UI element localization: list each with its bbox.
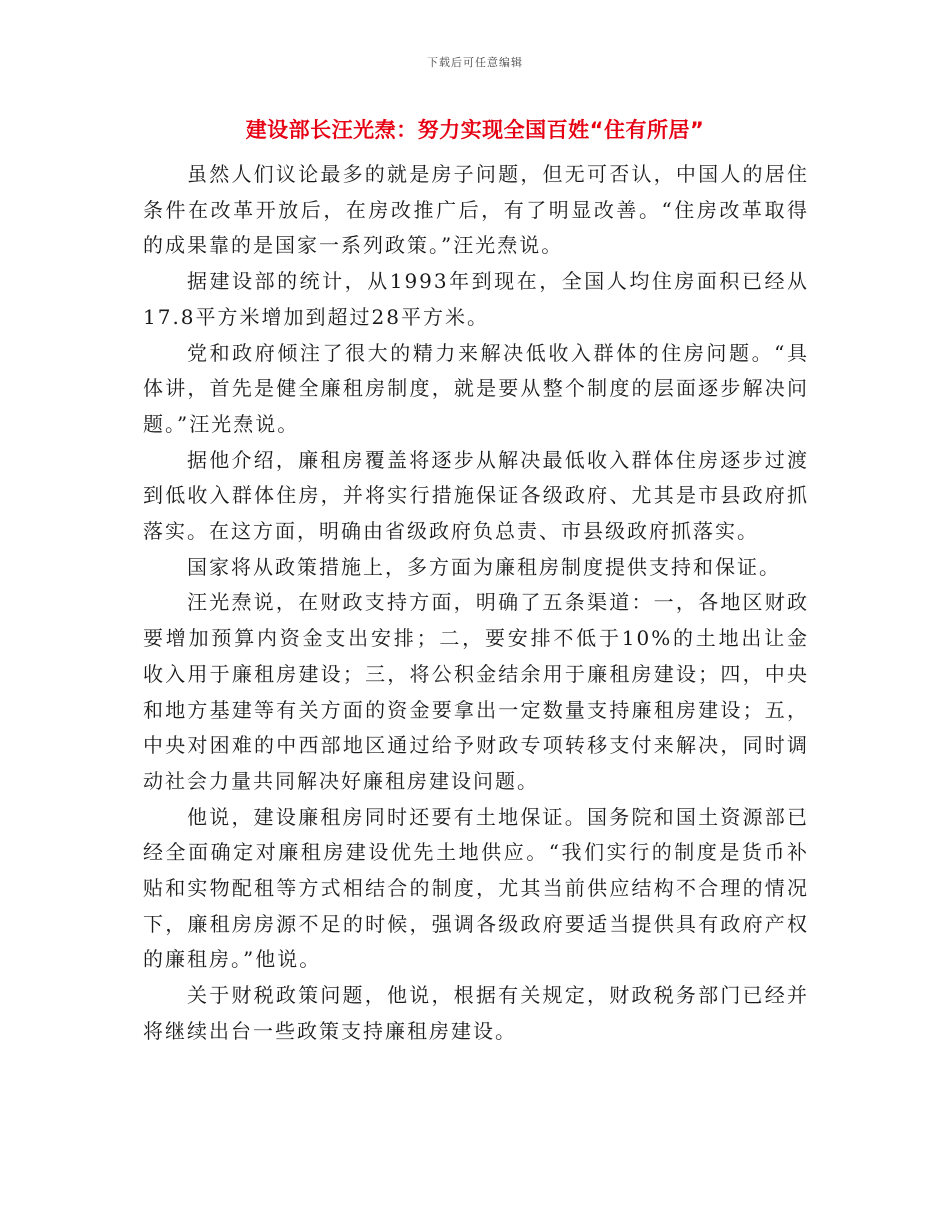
paragraph: 关于财税政策问题，他说，根据有关规定，财政税务部门已经并将继续出台一些政策支持廉租房建设。 xyxy=(143,983,809,1043)
paragraph: 虽然人们议论最多的就是房子问题，但无可否认，中国人的居住条件在改革开放后，在房改推广后，有了明显改善。“住房改革取得的成果靠的是国家一系列政策。”汪光焘说。 xyxy=(143,162,809,258)
paragraph: 国家将从政策措施上，多方面为廉租房制度提供支持和保证。 xyxy=(187,554,781,579)
paragraph: 汪光焘说，在财政支持方面，明确了五条渠道：一，各地区财政要增加预算内资金支出安排；二，要安排不低于10%的土地出让金收入用于廉租房建设；三，将公积金结余用于廉租房建设；四，中央和地方基建等有关方面的资金要拿出一定数量支持廉租房建设；五，中央对困难的中西部地区通过给予财政专项转移支付来解决，同时调动社会力量共同解决好廉租房建设问题。 xyxy=(143,590,809,793)
paragraph: 据他介绍，廉租房覆盖将逐步从解决最低收入群体住房逐步过渡到低收入群体住房，并将实行措施保证各级政府、尤其是市县政府抓落实。在这方面，明确由省级政府负总责、市县级政府抓落实。 xyxy=(143,447,809,544)
article-title: 建设部长汪光焘：努力实现全国百姓“住有所居” xyxy=(245,118,705,142)
paragraph: 据建设部的统计，从1993年到现在，全国人均住房面积已经从17.8平方米增加到超过28平方米。 xyxy=(143,269,809,329)
article-body xyxy=(143,157,809,1050)
paragraph: 他说，建设廉租房同时还要有土地保证。国务院和国土资源部已经全面确定对廉租房建设优先土地供应。“我们实行的制度是货币补贴和实物配租等方式相结合的制度，尤其当前供应结构不合理的情况下，廉租房房源不足的时候，强调各级政府要适当提供具有政府产权的廉租房。”他说。 xyxy=(143,804,809,972)
page-header: 下载后可任意编辑 xyxy=(427,56,523,69)
paragraph: 党和政府倾注了很大的精力来解决低收入群体的住房问题。“具体讲，首先是健全廉租房制度，就是要从整个制度的层面逐步解决问题。”汪光焘说。 xyxy=(143,340,809,436)
